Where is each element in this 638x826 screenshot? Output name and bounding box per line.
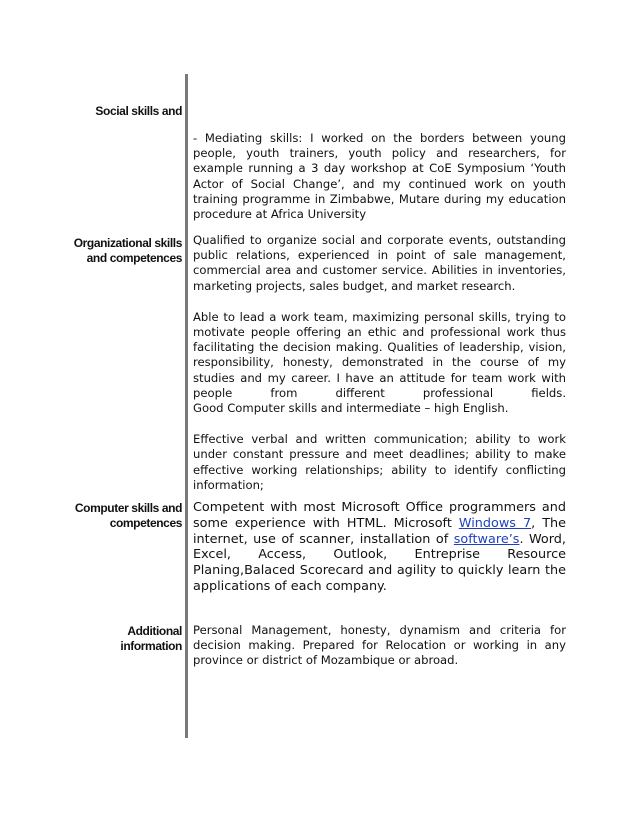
organizational-skills-label: Organizational skills and competences [73,236,182,265]
organizational-para-2b: Good Computer skills and intermediate – high English. [193,401,509,416]
organizational-para-3: Effective verbal and written communication; ability to work under constant pressure and meet deadlines; ability to make effective working relationships; ability to identify conflicting information; [193,432,566,492]
softwares-link[interactable]: software’s [453,531,520,547]
additional-info-text: Personal Management, honesty, dynamism and criteria for decision making. Prepared for Relocation or working in any province or district of Mozambique or abroad. [193,623,566,668]
windows-7-link[interactable]: Windows 7 [458,515,532,531]
computer-skills-content [193,500,566,595]
social-skills-text: - Mediating skills: I worked on the borders between young people, youth trainers, youth policy and researchers, for example running a 3 day workshop at CoE Symposium ‘Youth Actor of Social Change’, and my continued work on youth training programme in Zimbabwe, Mutare during my education procedure at Africa University [193,131,566,222]
organizational-skills-content [193,233,566,493]
organizational-para-1: Qualified to organize social and corporate events, outstanding public relations, experienced in point of sale management, commercial area and customer service. Abilities in inventories, marketing projects, sales budget, and market research. [193,233,566,293]
organizational-para-2a: Able to lead a work team, maximizing personal skills, trying to motivate people offering an ethic and professional work thus facilitating the decision making. Qualities of leadership, vision, responsibility, honesty, demonstrated in the course of my studies and my career. I have an attitude for team work with people from different professional fields. [193,309,566,400]
section-divider [185,74,188,738]
additional-info-content [193,623,566,669]
social-skills-label: Social skills and [95,104,182,118]
computer-skills-text: Competent with most Microsoft Office programmers and some experience with HTML. Microsoft Windows 7, The internet, use of scanner, installation of software’s. Word, Excel, Access, Outlook, Entreprise Resource Planing,Balaced Scorecard and agility to quickly learn the applications of each company. [193,500,566,594]
social-skills-content [193,131,566,222]
computer-skills-label: Computer skills and competences [74,501,182,530]
additional-info-label: Additional information [120,624,182,653]
